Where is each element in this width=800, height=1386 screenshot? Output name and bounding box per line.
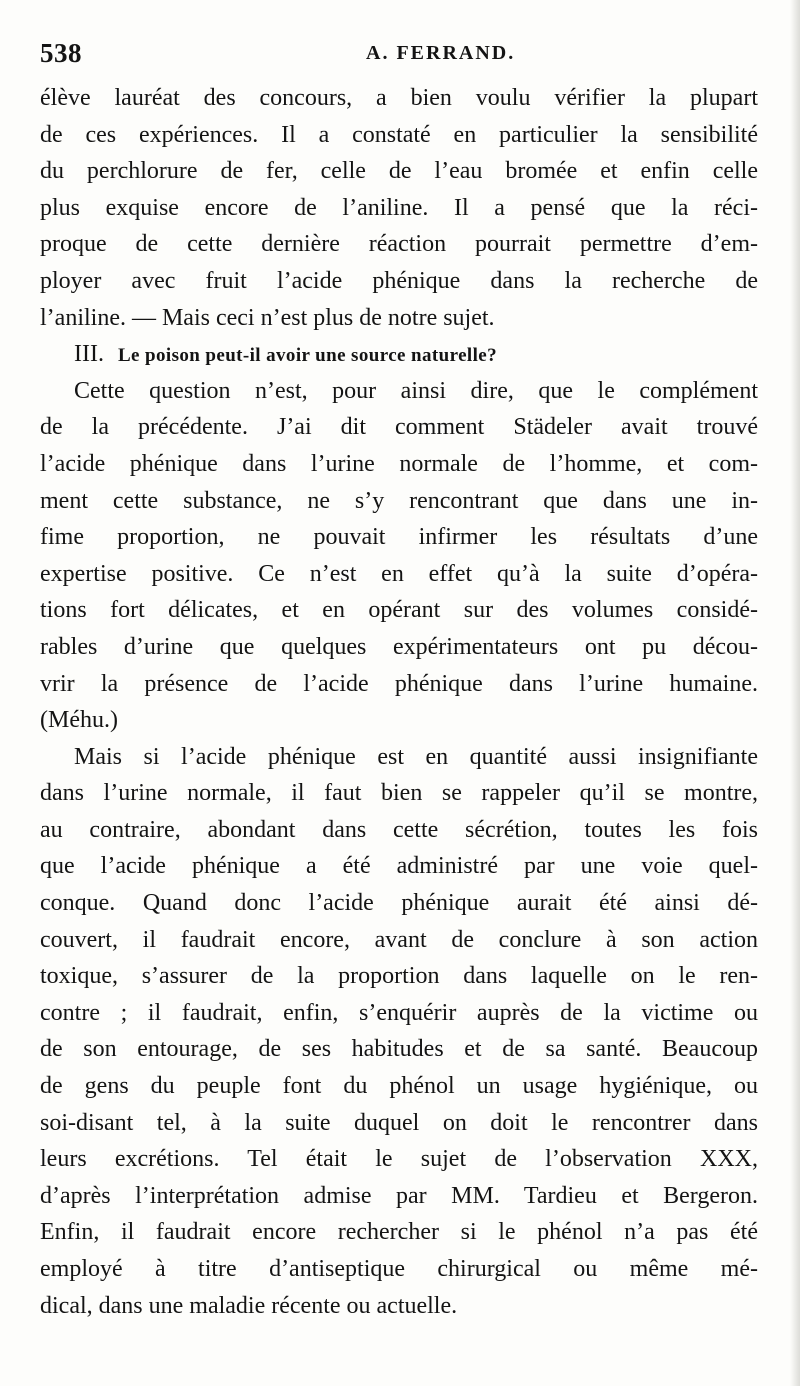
section-title: Le poison peut-il avoir une source naturelle?: [117, 345, 498, 367]
paragraph: [40, 373, 758, 739]
text-line: proque de cette dernière réaction pourrait permettre d’em-: [40, 231, 758, 258]
text-line: employé à titre d’antiseptique chirurgical ou même mé-: [40, 1256, 758, 1282]
text-line: Enfin, il faudrait encore rechercher si le phénol n’a pas été: [40, 1219, 758, 1246]
text-line: plus exquise encore de l’aniline. Il a pensé que la réci-: [40, 194, 758, 221]
text-line: dans l’urine normale, il faut bien se rappeler qu’il se montre,: [40, 780, 758, 807]
paragraph: [40, 739, 758, 1325]
body-text: [40, 80, 758, 1324]
section-heading: [40, 336, 758, 373]
text-line: dical, dans une maladie récente ou actuelle.: [40, 1292, 458, 1319]
text-line: Mais si l’acide phénique est en quantité aussi insignifiante: [74, 743, 758, 770]
text-line: de son entourage, de ses habitudes et de sa santé. Beaucoup: [40, 1036, 758, 1063]
text-line: vrir la présence de l’acide phénique dans l’urine humaine.: [40, 670, 758, 697]
text-line: leurs excrétions. Tel était le sujet de l’observation XXX,: [40, 1146, 758, 1173]
text-line: rables d’urine que quelques expérimentateurs ont pu décou-: [40, 633, 758, 660]
text-line: conque. Quand donc l’acide phénique aurait été ainsi dé-: [40, 890, 758, 917]
page-number: 538: [40, 38, 82, 68]
text-line: (Méhu.): [40, 707, 118, 734]
text-line: au contraire, abondant dans cette sécrétion, toutes les fois: [40, 816, 758, 843]
text-line: expertise positive. Ce n’est en effet qu’à la suite d’opéra-: [40, 560, 758, 587]
text-line: fime proportion, ne pouvait infirmer les résultats d’une: [40, 524, 758, 551]
running-head: A. FERRAND.: [366, 42, 516, 64]
text-line: l’aniline. — Mais ceci n’est plus de notre sujet.: [40, 304, 495, 331]
text-line: Cette question n’est, pour ainsi dire, que le complément: [74, 377, 758, 404]
page-header: [40, 38, 760, 74]
text-line: couvert, il faudrait encore, avant de conclure à son action: [40, 926, 758, 953]
text-line: de ces expériences. Il a constaté en particulier la sensibilité: [40, 121, 758, 148]
text-line: soi-disant tel, à la suite duquel on doit le rencontrer dans: [40, 1109, 758, 1136]
text-line: que l’acide phénique a été administré par une voie quel-: [40, 853, 758, 880]
text-line: toxique, s’assurer de la proportion dans laquelle on le ren-: [40, 963, 758, 990]
text-line: élève lauréat des concours, a bien voulu vérifier la plupart: [40, 85, 758, 111]
text-line: contre ; il faudrait, enfin, s’enquérir auprès de la victime ou: [40, 999, 758, 1026]
text-line: de gens du peuple font du phénol un usage hygiénique, ou: [40, 1073, 758, 1100]
text-line: ployer avec fruit l’acide phénique dans la recherche de: [40, 267, 758, 294]
text-line: ment cette substance, ne s’y rencontrant que dans une in-: [40, 487, 758, 514]
text-line: l’acide phénique dans l’urine normale de l’homme, et com-: [40, 450, 758, 477]
text-line: du perchlorure de fer, celle de l’eau bromée et enfin celle: [40, 158, 758, 185]
paragraph-continuation: [40, 80, 758, 336]
page-edge-shadow: [790, 0, 800, 1386]
text-line: d’après l’interprétation admise par MM. Tardieu et Bergeron.: [40, 1182, 758, 1209]
section-number: III.: [74, 341, 104, 368]
text-line: de la précédente. J’ai dit comment Städeler avait trouvé: [40, 414, 758, 441]
text-line: tions fort délicates, et en opérant sur des volumes considé-: [40, 597, 758, 624]
